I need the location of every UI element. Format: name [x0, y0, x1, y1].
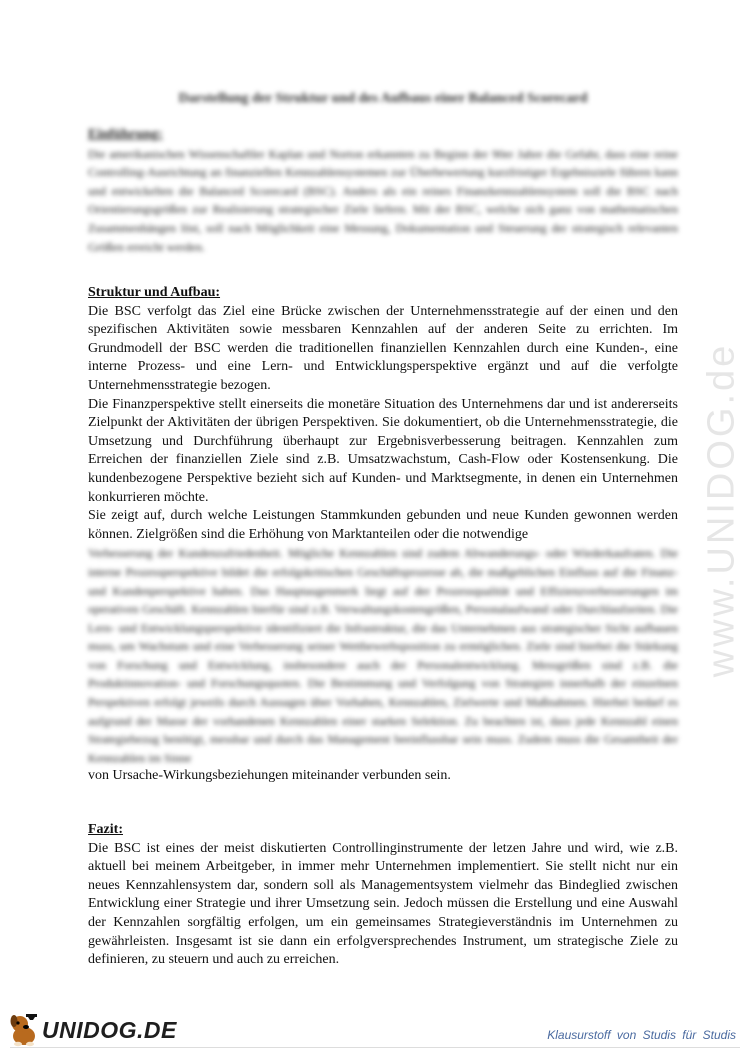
fazit-body: Die BSC ist eines der meist diskutierten Controllinginstrumente der letzen Jahre und wird, wie z.B. aktuell bei meinem Arbeitgeber, in immer mehr Unternehmen implementiert. Sie stellt nicht nur ein neues Kennzahlensystem dar, sondern soll als Managementsystem vielmehr das Bindeglied zwischen Entwicklung einer Strategie und ihrer Umsetzung sein. Jedoch müssen die Erstellung und eine Auswahl der Kennzahlen sorgfältig erfolgen, um ein gemeinsames Strategieverständnis im Unternehmen zu gewährleisten. Insgesamt ist sie dann ein erfolgversprechendes Instrument, um strategische Ziele zu definieren, zu steuern und auch zu erreichen.	[88, 840, 678, 968]
section-fazit	[88, 821, 678, 970]
intro-heading: Einführung:	[88, 127, 163, 142]
section-struktur-und-aufbau	[88, 284, 678, 786]
document-title: Darstellung der Struktur und des Aufbaus einer Balanced Scorecard	[178, 91, 588, 106]
struktur-paragraph-1: Die BSC verfolgt das Ziel eine Brücke zwischen der Unternehmensstrategie auf der einen und den spezifischen Aktivitäten sowie messbaren Kennzahlen auf der anderen Seite zu errichten. Im Grundmodell der BSC werden die traditionellen finanziellen Kennzahlen durch eine Kunden-, eine interne Prozess- und eine Lern- und Entwicklungsperspektive ergänzt und auf die verfolgte Unternehmensstrategie bezogen.	[88, 303, 678, 393]
section-einfuehrung	[88, 126, 678, 256]
struktur-heading: Struktur und Aufbau:	[88, 285, 221, 300]
logo-text: UNIDOG.DE	[42, 1016, 177, 1043]
intro-body: Die amerikanischen Wissenschaftler Kaplan und Norton erkannten zu Beginn der 90er Jahre die Gefahr, dass eine reine Controlling-Ausrichtung an finanziellen Kennzahlensystemen zur Überbewertung kurzfristiger Ergebnisziele führen kann und entwickelten die Balanced Scorecard (BSC). Anders als ein reines Finanzkennzahlensystem soll die BSC nach Orientierungsgrößen zur Realisierung strategischer Ziele liefern. Mit der BSC, welche sich ganz von mathematischen Zusammenhängen löst, soll nach Möglichkeit eine Messung, Dokumentation und Steuerung der strategisch relevanten Größen erreicht werden.	[88, 146, 678, 254]
intro-blurred-block	[88, 126, 678, 256]
watermark-text: www.UNIDOG.de	[700, 342, 743, 678]
struktur-blurred-text: Verbesserung der Kundenzufriedenheit. Mögliche Kennzahlen sind zudem Abwanderungs- oder Wiederkaufraten. Die interne Prozessperspektive bildet die erfolgskritischen Geschäftsprozesse ab, die maßgeblichen Einfluss auf die Finanz- und Kundenperspektive haben. Das Hauptaugenmerk liegt auf der Prozessqualität und Effizienzverbesserungen im operativen Geschäft. Kennzahlen hierfür sind z.B. Verwaltungskostengrößen, Personalaufwand oder Durchlaufzeiten. Die Lern- und Entwicklungsperspektive identifiziert die Infrastruktur, die das Unternehmen aus strategischer Sicht aufbauen muss, um Wachstum und eine Verbesserung seiner Wettbewerbsposition zu ermöglichen. Ziele sind hierbei die Stärkung von Forschung und Entwicklung, insbesondere auch der Personalentwicklung. Messgrößen sind z.B. die Produktinnovation- und Forschungsquoten. Die Bestimmung und Verfolgung von Strategien innerhalb der einzelnen Perspektiven erfolgt jeweils durch Aussagen über Vorhaben, Kennzahlen, Zielwerte und Maßnahmen. Hierbei bedarf es aufgrund der Masse der vorhandenen Kennzahlen einer starken Selektion. Zu beachten ist, dass jede Kennzahl einen Strategiebezug benötigt, messbar und durch das Management beeinflussbar sein muss. Zudem muss die Gesamtheit der Kennzahlen im Sinne	[88, 546, 678, 765]
unidog-logo	[6, 1012, 177, 1048]
struktur-tail-line: von Ursache-Wirkungsbeziehungen miteinander verbunden sein.	[88, 768, 451, 784]
footer-tagline: Klausurstoff von Studis für Studis	[547, 1028, 736, 1042]
struktur-paragraph-2: Die Finanzperspektive stellt einerseits die monetäre Situation des Unternehmens dar und ist andererseits Zielpunkt der Aktivitäten der übrigen Perspektiven. Sie dokumentiert, ob die Unternehmensstrategie, die Umsetzung und Durchführung überhaupt zur Ergebnisverbesserung beitragen. Kennzahlen zum Erreichen der finanziellen Ziele sind z.B. Umsatzwachstum, Cash-Flow oder Kostensenkung. Die kundenbezogene Perspektive bezieht sich auf Kunden- und Marktsegmente, in denen ein Unternehmen konkurrieren möchte.	[88, 396, 678, 505]
dog-icon	[6, 1012, 42, 1048]
fazit-heading: Fazit:	[88, 822, 123, 837]
struktur-paragraph-3: Sie zeigt auf, durch welche Leistungen Stammkunden gebunden und neue Kunden gewonnen werden können. Zielgrößen sind die Erhöhung von Marktanteilen oder die notwendige	[88, 508, 678, 542]
